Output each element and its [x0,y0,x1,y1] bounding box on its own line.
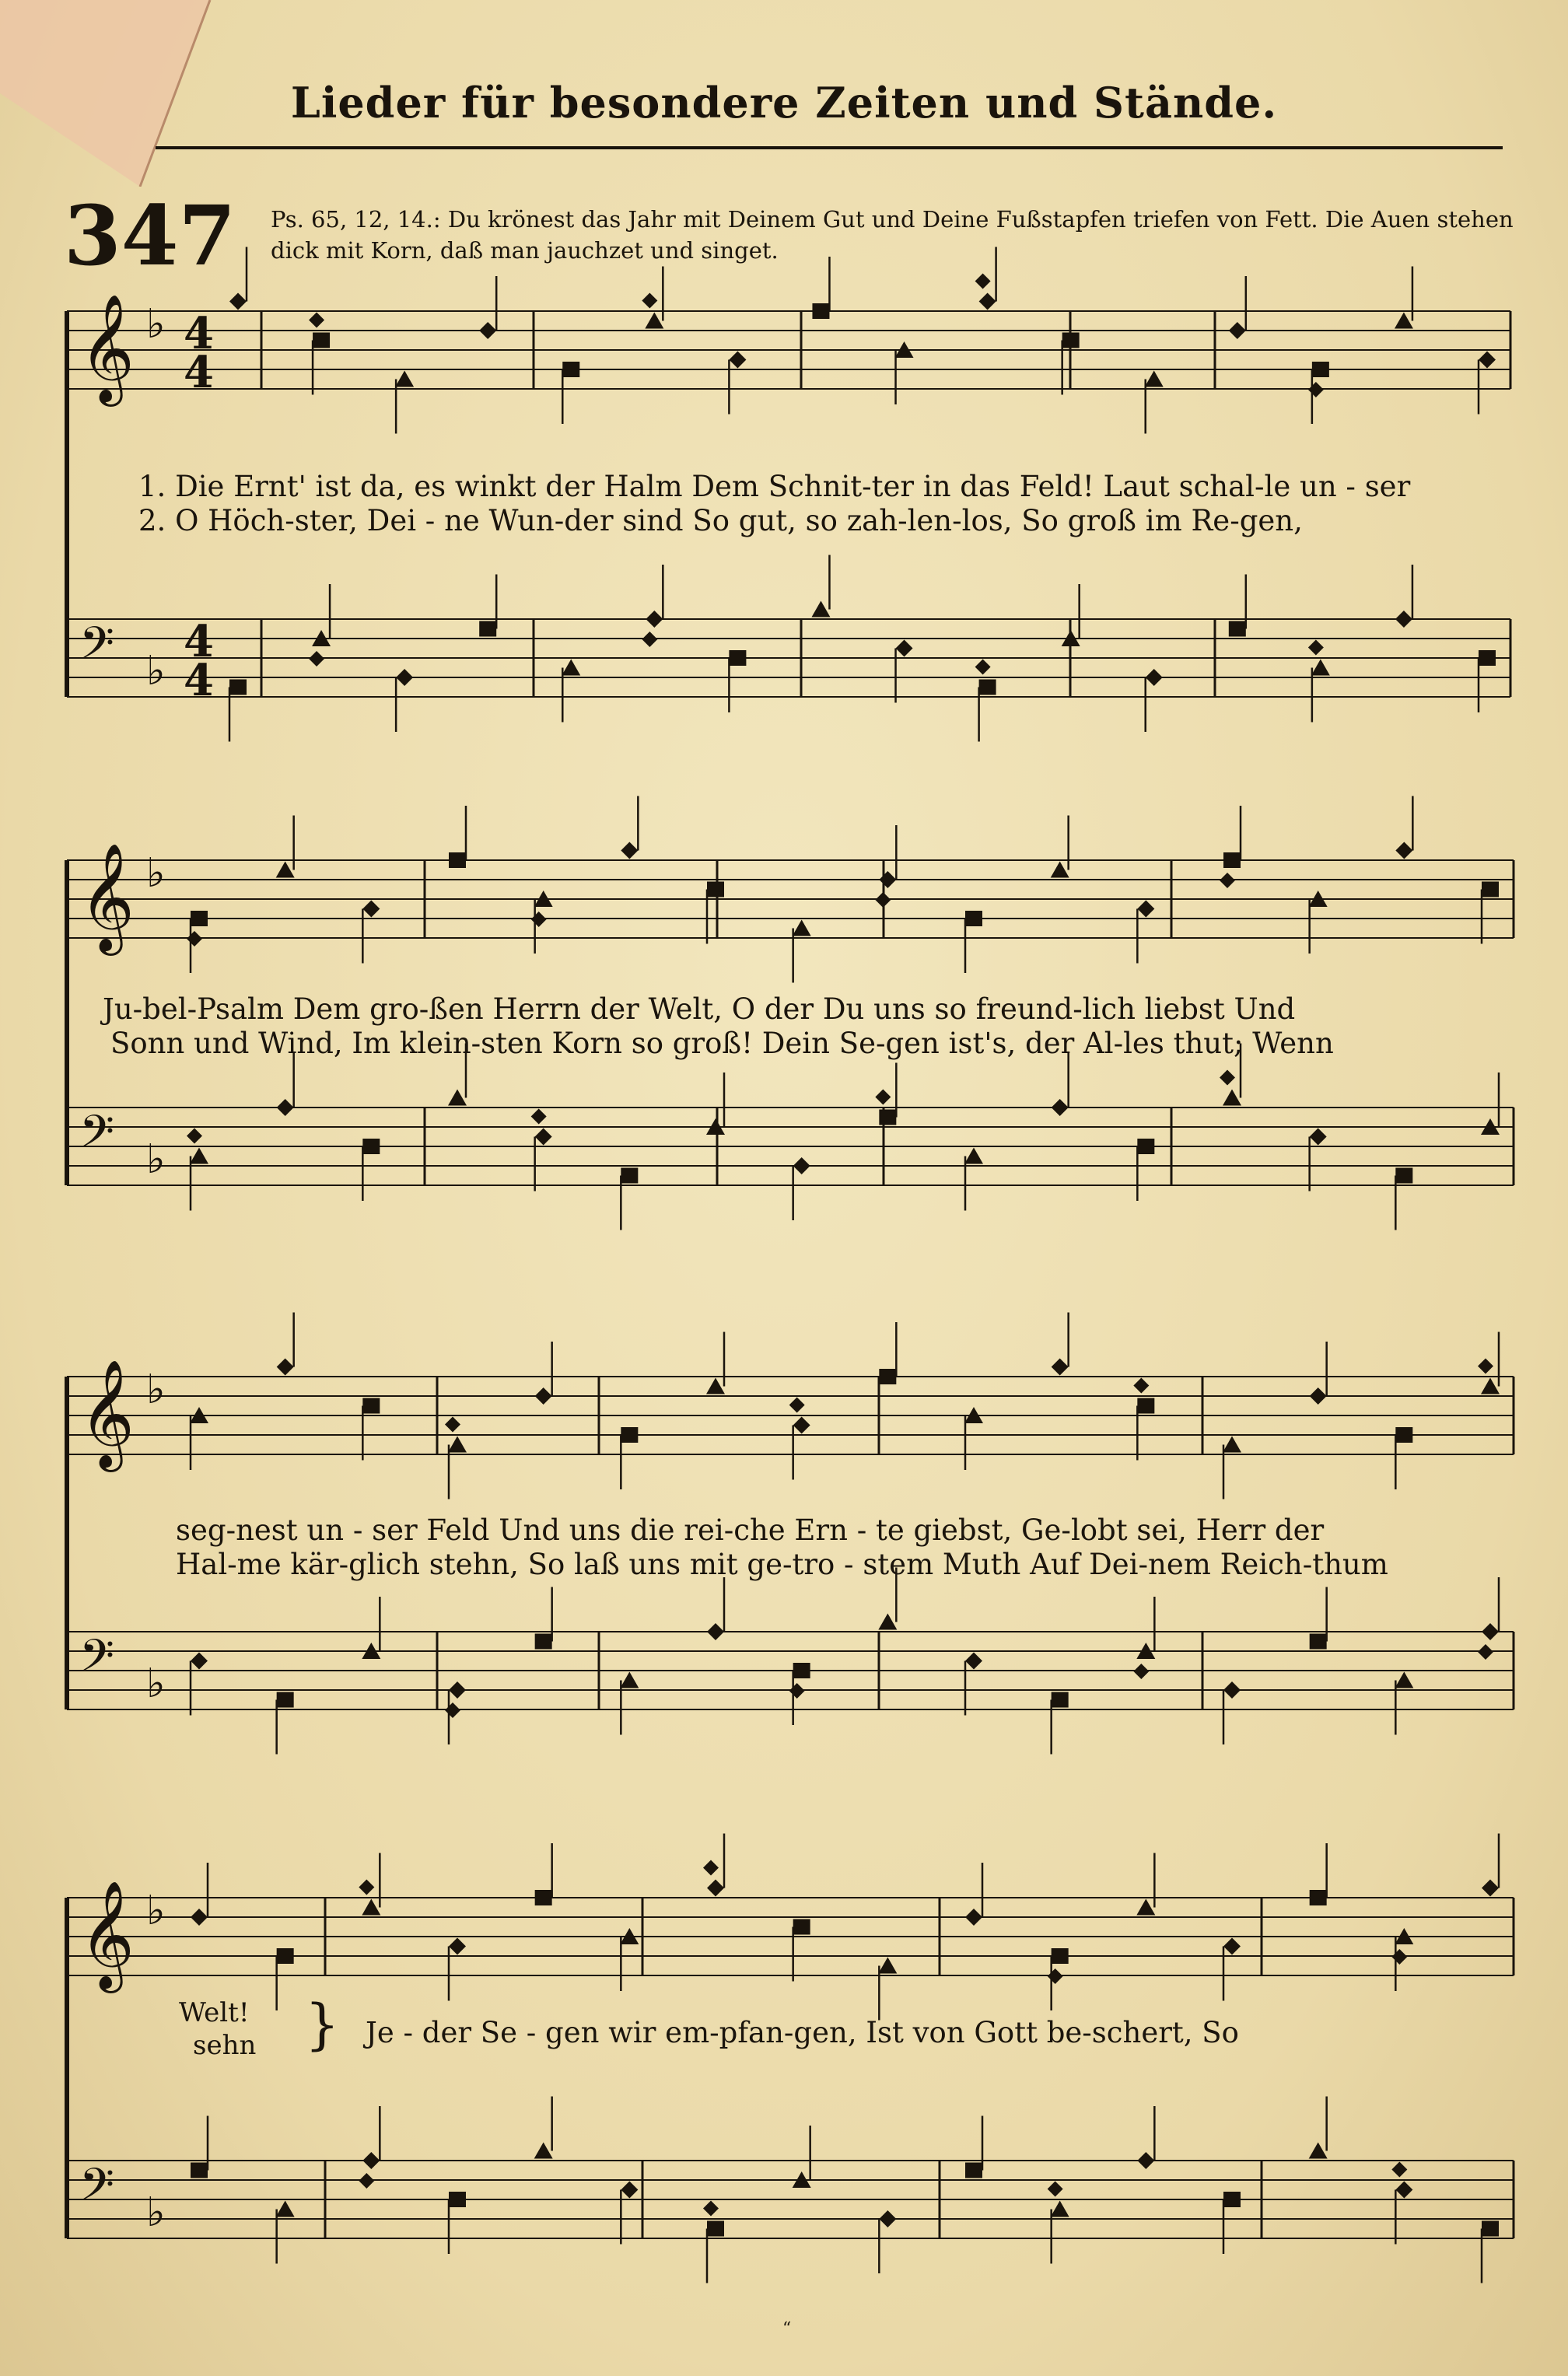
note-head-icon [362,1899,380,1916]
note-head-icon [229,293,247,310]
note-head-icon [703,2201,719,2217]
verse-brace: } [305,1993,340,2056]
note-head-icon [1395,1427,1412,1443]
lyric-system3-verse1: seg-nest un - ser Feld Und uns die rei-che Ern - te giebst, Ge-lobt sei, Herr der [176,1513,1325,1547]
note-head-icon [534,2143,553,2159]
note-head-icon [878,1614,897,1630]
page-mark: “ [782,2319,792,2339]
note-head-icon [449,2192,466,2207]
note-head-icon [229,680,247,695]
note-head-icon [1051,2201,1069,2217]
time-signature-icon: 4 [184,308,214,359]
note-head-icon [812,303,829,319]
note-head-icon [793,1157,810,1174]
note-head-icon [1310,1634,1327,1650]
note-head-icon [531,1109,547,1125]
note-head-icon [646,611,663,628]
note-head-icon [879,1369,896,1384]
note-head-icon [1223,1681,1241,1699]
note-head-icon [187,931,202,947]
note-head-icon [562,362,579,377]
note-head-icon [1482,1623,1499,1640]
note-head-icon [1137,1139,1154,1154]
scripture-epigraph: Ps. 65, 12, 14.: Du krönest das Jahr mit Deinem Gut und Deine Fußstapfen triefen von Fett. Die Auen stehen dick mit Korn, daß man jauchzet und singet. [271,206,1514,264]
note-head-icon [1223,852,1241,868]
note-head-icon [313,333,330,348]
note-head-icon [965,1653,982,1670]
note-head-icon [793,1663,810,1678]
note-head-icon [448,1436,467,1453]
note-head-icon [1482,882,1499,898]
note-head-icon [707,1880,724,1897]
note-head-icon [276,862,295,878]
note-head-icon [362,1139,380,1154]
note-head-icon [879,1110,896,1125]
note-head-icon [1145,371,1164,387]
flat-key-signature-icon: ♭ [146,2189,166,2236]
note-head-icon [879,2210,896,2227]
note-head-icon [642,293,657,309]
note-head-icon [1482,1880,1499,1897]
note-head-icon [1310,1890,1327,1905]
time-signature-icon: 4 [184,616,214,667]
note-head-icon [1481,1378,1500,1394]
treble-clef-icon: 𝄞 [79,843,135,951]
note-head-icon [396,669,413,686]
note-head-icon [621,1427,638,1443]
note-head-icon [707,1623,724,1640]
note-head-icon [449,1681,466,1699]
lyric-system3-verse2: Hal-me kär-glich stehn, So laß uns mit ge-tro - stem Muth Auf Dei-nem Reich-thum [176,1548,1388,1581]
note-head-icon [1482,2221,1499,2237]
note-head-icon [277,1359,294,1376]
note-head-icon [1052,1692,1069,1708]
note-head-icon [793,920,811,936]
hymn-number: 347 [64,187,236,284]
note-head-icon [896,640,913,657]
note-head-icon [1223,1090,1241,1106]
note-head-icon [309,651,324,667]
note-head-icon [979,293,996,310]
note-head-icon [875,1090,891,1105]
flat-key-signature-icon: ♭ [146,1660,166,1707]
note-head-icon [1146,669,1163,686]
note-head-icon [535,1387,552,1405]
flat-key-signature-icon: ♭ [146,1136,166,1183]
note-head-icon [1391,1949,1407,1965]
note-head-icon [1395,2182,1412,2199]
note-head-icon [1220,1070,1235,1086]
note-head-icon [1395,313,1413,329]
lyric-system1-verse1: 1. Die Ernt' ist da, es winkt der Halm Dem Schnit-ter in das Feld! Laut schal-le un - ser [138,470,1411,503]
note-head-icon [879,871,896,888]
treble-clef-icon: 𝄞 [79,1359,135,1468]
note-head-icon [789,1683,805,1699]
note-head-icon [621,1168,638,1184]
note-head-icon [187,1129,202,1144]
note-head-icon [1133,1664,1149,1679]
note-head-icon [1395,611,1412,628]
lyric-system1-verse2: 2. O Höch-ster, Dei - ne Wun-der sind So gut, so zah-len-los, So groß im Re-gen, [138,504,1303,537]
bass-clef-icon: 𝄢 [79,1629,115,1693]
note-head-icon [562,660,580,676]
note-head-icon [1312,362,1329,377]
note-head-icon [449,1938,466,1955]
note-head-icon [1136,1899,1155,1916]
note-head-icon [965,2163,982,2178]
note-head-icon [445,1702,460,1718]
note-head-icon [191,1653,208,1670]
note-head-icon [1478,1359,1493,1374]
note-head-icon [535,1890,552,1905]
ending-verse2: sehn [193,2030,257,2061]
note-head-icon [362,901,380,918]
note-head-icon [535,1129,552,1146]
flat-key-signature-icon: ♭ [146,301,166,348]
note-head-icon [1220,873,1235,888]
note-head-icon [309,313,324,328]
note-head-icon [479,621,496,637]
note-head-icon [1052,1359,1069,1376]
note-head-icon [979,680,996,695]
note-head-icon [964,1148,983,1164]
note-head-icon [1052,1948,1069,1964]
note-head-icon [793,1919,810,1935]
note-head-icon [645,313,663,329]
note-head-icon [729,650,746,666]
note-head-icon [878,1958,897,1974]
note-head-icon [276,2201,295,2217]
note-head-icon [1223,1938,1241,1955]
note-head-icon [190,1148,208,1164]
note-head-icon [1052,1099,1069,1116]
note-head-icon [706,1378,725,1394]
note-head-icon [1478,1644,1493,1660]
note-head-icon [965,1909,982,1926]
note-head-icon [1048,2182,1063,2197]
treble-clef-icon: 𝄞 [79,294,135,402]
note-head-icon [359,2173,374,2189]
note-head-icon [1308,382,1324,397]
lyric-system4-refrain: Je - der Se - gen wir em-pfan-gen, Ist von Gott be-schert, So [366,2016,1239,2049]
note-head-icon [191,911,208,926]
note-head-icon [975,660,991,675]
time-signature-icon: 4 [184,347,214,398]
note-head-icon [811,601,830,618]
note-head-icon [642,632,657,647]
note-head-icon [1308,640,1324,656]
note-head-icon [789,1398,805,1413]
note-head-icon [1395,842,1412,859]
note-head-icon [1223,1436,1241,1453]
note-head-icon [729,352,746,369]
note-head-icon [1395,1168,1412,1184]
note-head-icon [1395,1672,1413,1688]
lyric-system2-verse1: Ju-bel-Psalm Dem gro-ßen Herrn der Welt, O der Du uns so freund-lich liebst Und [103,992,1296,1026]
flat-key-signature-icon: ♭ [146,1888,166,1934]
note-head-icon [191,2163,208,2178]
note-head-icon [359,1880,374,1895]
note-head-icon [1137,1398,1154,1414]
note-head-icon [965,911,982,926]
note-head-icon [621,2182,638,2199]
note-head-icon [277,1692,294,1708]
note-head-icon [1137,901,1154,918]
note-head-icon [449,852,466,868]
note-head-icon [191,1909,208,1926]
page-header-title: Lieder für besondere Zeiten und Stände. [290,78,1278,128]
note-head-icon [1062,333,1080,348]
note-head-icon [621,842,638,859]
treble-clef-icon: 𝄞 [79,1881,135,1989]
time-signature-icon: 4 [184,655,214,706]
note-head-icon [1309,2143,1328,2159]
note-head-icon [1229,621,1246,637]
note-head-icon [445,1417,460,1433]
note-head-icon [1479,352,1496,369]
note-head-icon [1229,322,1246,339]
note-head-icon [1048,1968,1063,1984]
note-head-icon [1223,2192,1241,2207]
note-head-icon [1311,660,1330,676]
note-head-icon [707,882,724,898]
note-head-icon [1391,2162,1407,2178]
note-head-icon [793,1417,810,1434]
note-head-icon [362,2152,380,2169]
note-head-icon [1051,862,1069,878]
note-head-icon [707,2221,724,2237]
note-head-icon [395,371,414,387]
note-head-icon [875,892,891,908]
note-head-icon [362,1398,380,1414]
bass-clef-icon: 𝄢 [79,2158,115,2222]
note-head-icon [975,274,991,289]
ending-verse1: Welt! [179,1997,250,2028]
flat-key-signature-icon: ♭ [146,648,166,695]
note-head-icon [703,1860,719,1876]
note-head-icon [1137,2152,1154,2169]
note-head-icon [448,1090,467,1106]
note-head-icon [1310,1387,1327,1405]
note-head-icon [535,1634,552,1650]
bass-clef-icon: 𝄢 [79,617,115,681]
note-head-icon [620,1672,639,1688]
flat-key-signature-icon: ♭ [146,1366,166,1413]
note-head-icon [277,1099,294,1116]
note-head-icon [479,322,496,339]
note-head-icon [531,912,547,927]
bass-clef-icon: 𝄢 [79,1105,115,1169]
lyric-system2-verse2: Sonn und Wind, Im klein-sten Korn so groß! Dein Se-gen ist's, der Al-les thut; Wenn [110,1027,1334,1060]
note-head-icon [1310,1129,1327,1146]
note-head-icon [277,1948,294,1964]
note-head-icon [1479,650,1496,666]
flat-key-signature-icon: ♭ [146,850,166,897]
note-head-icon [1133,1378,1149,1394]
